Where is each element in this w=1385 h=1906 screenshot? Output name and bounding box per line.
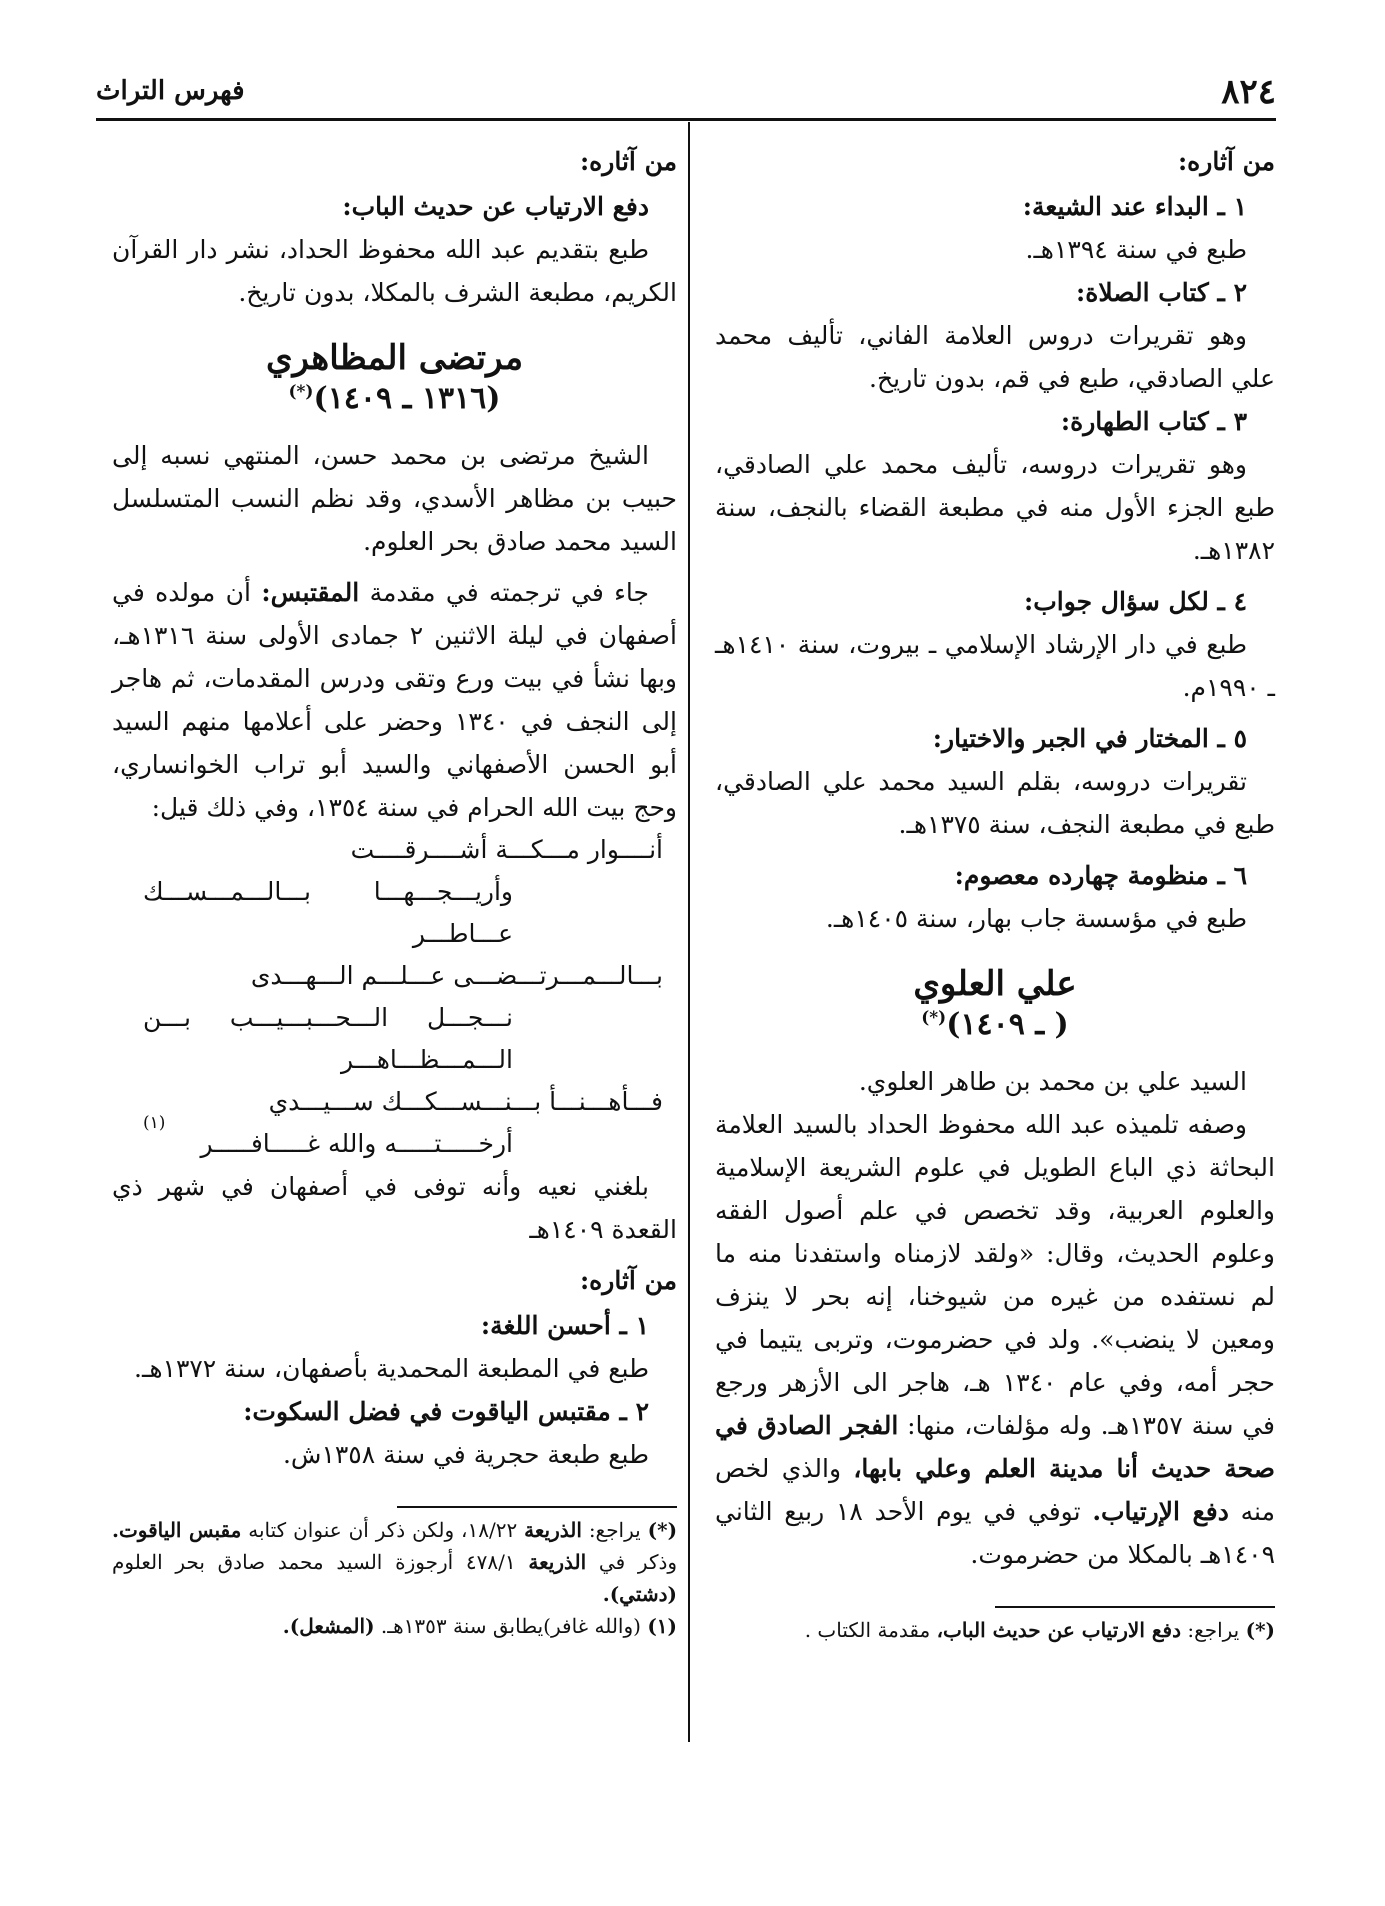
work-desc: تقريرات دروسه، بقلم السيد محمد علي الصادقي، طبع في مطبعة النجف، سنة ١٣٧٥هـ. (715, 767, 1275, 839)
work-title: ٥ ـ المختار في الجبر والاختيار: (932, 724, 1247, 753)
text-run: (والله غافر)يطابق سنة ١٣٥٣هـ. (380, 1614, 641, 1638)
text-run: مقدمة الكتاب . (804, 1618, 931, 1642)
poem-line (143, 829, 663, 871)
footnote (112, 1514, 677, 1610)
work-title: دفع الارتياب عن حديث الباب: (342, 192, 649, 221)
hemistich: فـــأهـــنـــأ بـــنـــســـكـــك ســـيـــدي (268, 1087, 663, 1116)
text-run: توفي في يوم الأحد ١٨ ربيع الثاني ١٤٠٩هـ بالمكلا من حضرموت. (715, 1497, 1275, 1569)
source-bold: (دشتي). (602, 1582, 677, 1606)
biography-years (715, 1006, 1275, 1044)
hemistich: وأريـــجـــهـــا بـــالـــمـــســـك عـــاطـــر (143, 877, 513, 948)
source-bold: الذريعة (524, 1518, 582, 1542)
bio-paragraph (112, 571, 677, 829)
text-run: جاء في ترجمته في مقدمة (369, 578, 649, 607)
footnote (715, 1614, 1275, 1646)
works-heading: من آثاره: (579, 1266, 677, 1295)
years-text: ( ـ ١٤٠٩) (946, 1007, 1069, 1042)
footnote-mark: (*) (647, 1518, 678, 1542)
years-text: (١٣١٦ ـ ١٤٠٩) (313, 381, 501, 416)
work-desc: طبع في دار الإرشاد الإسلامي ـ بيروت، سنة ١٤١٠هـ ـ ١٩٩٠م. (715, 630, 1275, 702)
text-run: ١٨/٢٢، ولكن ذكر أن عنوان كتابه (248, 1518, 518, 1542)
bio-paragraph (715, 1103, 1275, 1576)
biography-years (112, 380, 677, 418)
hemistich: بـــالـــمـــرتـــضـــى عـــلـــم الـــهـــدى (250, 961, 663, 990)
poem-line (143, 1113, 663, 1165)
page-header (96, 72, 1276, 112)
work-desc: طبع في المطبعة المحمدية بأصفهان، سنة ١٣٧٢هـ. (134, 1354, 649, 1383)
work-desc: طبع في سنة ١٣٩٤هـ. (1025, 235, 1247, 264)
poem (112, 829, 677, 1165)
text-run: وذكر في (598, 1550, 678, 1574)
footnote-mark: (١) (647, 1614, 677, 1638)
source-bold: مقبس الياقوت. (112, 1518, 242, 1542)
text-run: يراجع: (588, 1518, 641, 1542)
footnote-rule (397, 1506, 677, 1508)
footnote-ref: (*) (921, 1008, 947, 1028)
right-column (715, 140, 1275, 1646)
poem-line (143, 1081, 663, 1123)
source-bold: دفع الارتياب عن حديث الباب، (936, 1618, 1181, 1642)
work-desc: طبع في مؤسسة جاب بهار، سنة ١٤٠٥هـ. (825, 904, 1247, 933)
works-heading: من آثاره: (1177, 147, 1275, 176)
text-run: والذي لخص منه (715, 1454, 1275, 1526)
work-desc: وهو تقريرات دروس العلامة الفاني، تأليف محمد علي الصادقي، طبع في قم، بدون تاريخ. (715, 321, 1275, 393)
work-title: ٦ ـ منظومة چهارده معصوم: (954, 861, 1247, 890)
text-run: يراجع: (1187, 1618, 1240, 1642)
work-title: ٤ ـ لكل سؤال جواب: (1024, 587, 1247, 616)
footnote-rule (995, 1606, 1275, 1608)
footnote-ref: (١) (143, 1113, 166, 1133)
poem-line (143, 997, 663, 1081)
book-title-bold: دفع الإرتياب. (1092, 1497, 1229, 1526)
source-bold: (المشعل). (282, 1614, 375, 1638)
work-desc: طبع طبعة حجرية في سنة ١٣٥٨ش. (282, 1440, 649, 1469)
header-rule (96, 118, 1276, 121)
work-desc: وهو تقريرات دروسه، تأليف محمد علي الصادقي، طبع الجزء الأول منه في مطبعة القضاء بالنجف، سنة ١٣٨٢هـ. (715, 450, 1275, 565)
source-bold: المقتبس: (261, 578, 360, 607)
column-divider (688, 122, 690, 1742)
text-run: وصفه تلميذه عبد الله محفوظ الحداد بالسيد العلامة البحاثة ذي الباع الطويل في علوم الشريعة الإسلامية والعلوم العربية، وقد تخصص في علم أصول الفقه وعلوم الحديث، وقال: «ولقد لازمناه واستفدنا منه ما لم نستفده من غيره من شيوخنا، إنه بحر لا ينزف ومعين لا ينضب». ولد في حضرموت، وتربى يتيما في حجر أمه، وفي عام ١٣٤٠ هـ، هاجر الى الأزهر ورجع في سنة ١٣٥٧هـ. وله مؤلفات، منها: (715, 1110, 1276, 1440)
footnote (112, 1610, 677, 1642)
work-title: ١ ـ أحسن اللغة: (480, 1311, 649, 1340)
poem-line (143, 955, 663, 997)
text-run: ٤٧٨/١ أرجوزة السيد محمد صادق بحر العلوم (112, 1550, 516, 1574)
text-run: أن مولده في أصفهان في ليلة الاثنين ٢ جمادى الأولى سنة ١٣١٦هـ، وبها نشأ في بيت ورع وتقى ودرس المقدمات، ثم هاجر إلى النجف في ١٣٤٠ وحضر على أعلامها منهم السيد أبو الحسن الأصفهاني والسيد أبو تراب الخوانساري، وحج بيت الله الحرام في سنة ١٣٥٤، وفي ذلك قيل: (112, 578, 677, 822)
works-heading: من آثاره: (579, 147, 677, 176)
poem-line (143, 871, 663, 955)
work-title: ١ ـ البداء عند الشيعة: (1022, 192, 1247, 221)
biography-name: علي العلوي (913, 964, 1077, 1004)
hemistich: نـــجـــل الـــحـــبـــيـــب بـــن الـــمـــظـــاهـــر (143, 1003, 513, 1074)
footnote-ref: (*) (288, 382, 314, 402)
source-bold: الذريعة (528, 1550, 587, 1574)
work-title: ٣ ـ كتاب الطهارة: (1060, 407, 1247, 436)
work-desc: طبع بتقديم عبد الله محفوظ الحداد، نشر دار القرآن الكريم، مطبعة الشرف بالمكلا، بدون تاريخ. (112, 235, 677, 307)
work-title: ٢ ـ مقتبس الياقوت في فضل السكوت: (243, 1397, 649, 1426)
footnote-mark: (*) (1245, 1618, 1275, 1642)
hemistich: أرخـــــتـــــه والله غـــــافـــــر (200, 1129, 513, 1158)
bio-paragraph: الشيخ مرتضى بن محمد حسن، المنتهي نسبه إلى حبيب بن مظاهر الأسدي، وقد نظم النسب المتسلسل السيد محمد صادق بحر العلوم. (112, 441, 677, 556)
page-number: ٨٢٤ (1221, 72, 1276, 112)
bio-paragraph: بلغني نعيه وأنه توفى في أصفهان في شهر ذي القعدة ١٤٠٩هـ (112, 1172, 677, 1244)
biography-name: مرتضى المظاهري (265, 338, 524, 378)
hemistich: أنــــوار مـــكـــة أشــــرقــــت (350, 835, 663, 864)
book-title-bold: الفجر الصادق في صحة حديث أنا مدينة العلم وعلي بابها، (715, 1411, 1275, 1483)
left-column (112, 140, 677, 1642)
bio-paragraph: السيد علي بن محمد بن طاهر العلوي. (858, 1067, 1247, 1096)
work-title: ٢ ـ كتاب الصلاة: (1076, 278, 1247, 307)
running-title: فهرس التراث (96, 76, 245, 106)
